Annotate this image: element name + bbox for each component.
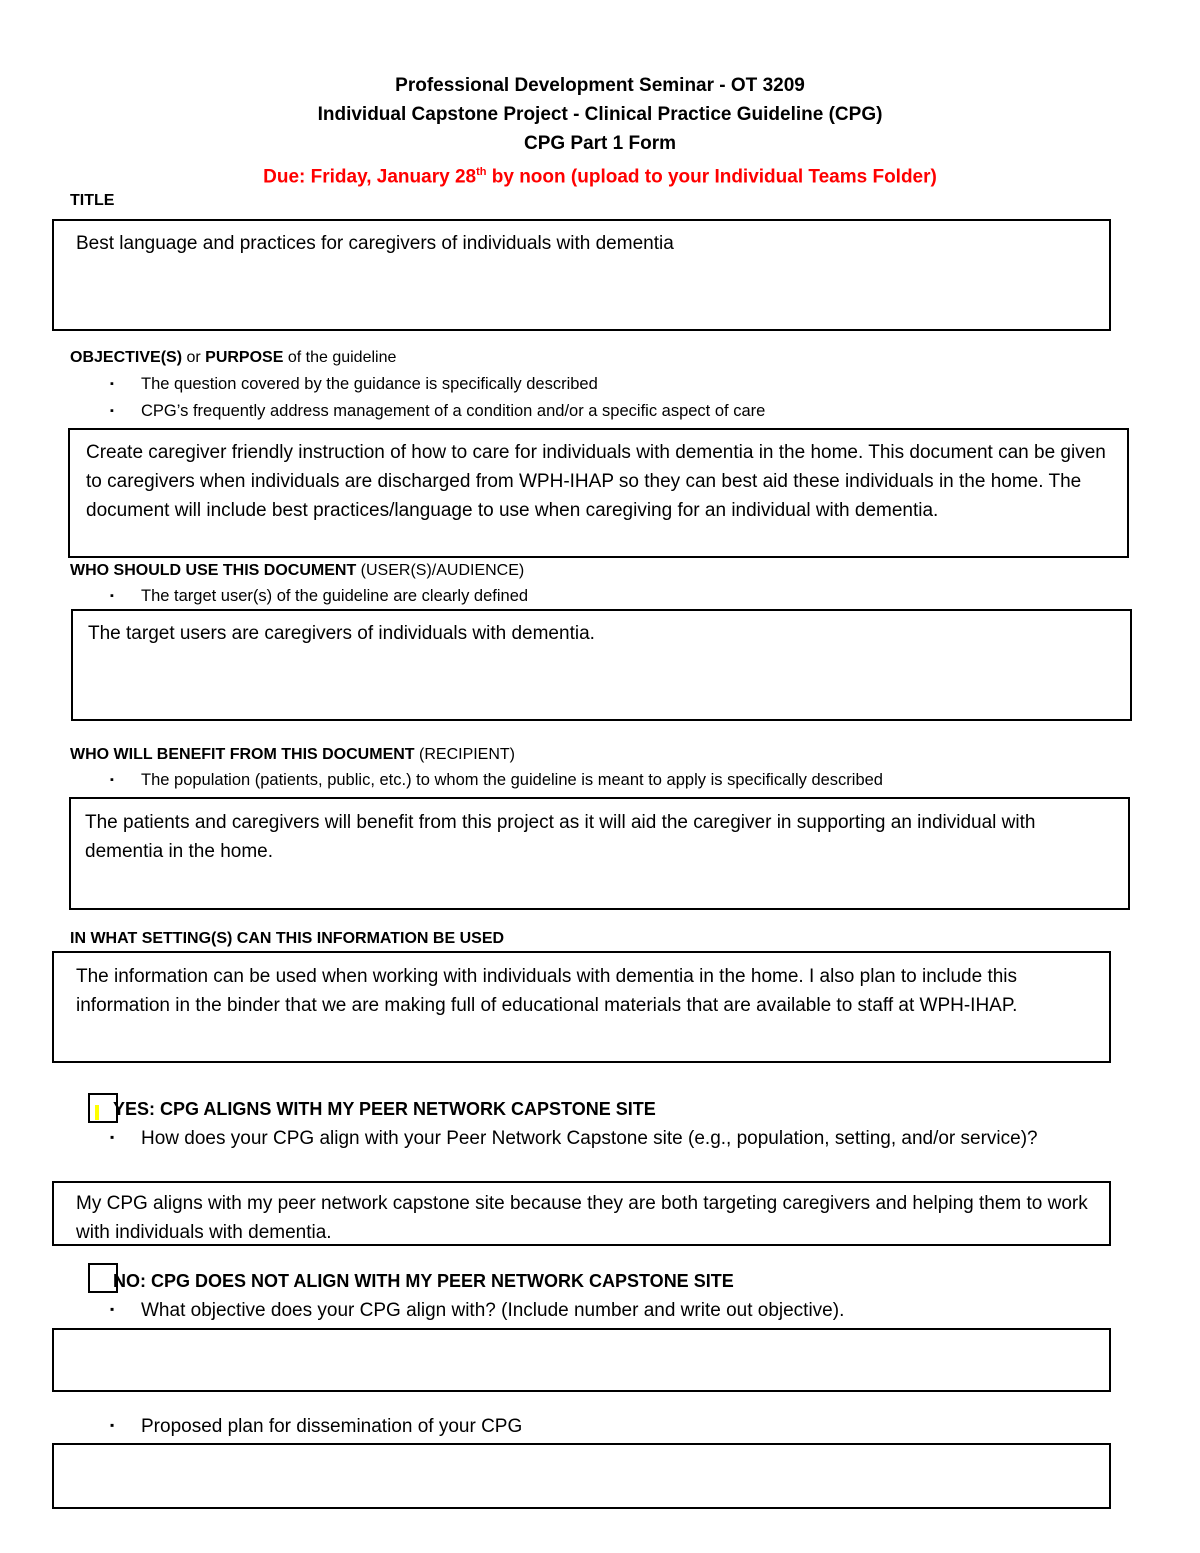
- yes-value: My CPG aligns with my peer network capstone site because they are both targeting caregivers and helping them to work with individuals with dementia.: [76, 1193, 1088, 1243]
- yes-label: YES: CPG ALIGNS WITH MY PEER NETWORK CAPSTONE SITE: [113, 1099, 656, 1119]
- users-label: [70, 560, 524, 582]
- course-title: Professional Development Seminar - OT 3209: [395, 75, 805, 96]
- benefit-label-rest: (RECIPIENT): [414, 746, 516, 763]
- bullet-icon: ▪: [110, 1302, 115, 1316]
- bullet-text: The population (patients, public, etc.) to whom the guideline is meant to apply is specifically described: [141, 771, 883, 789]
- yes-bullet: [110, 1123, 1121, 1153]
- benefit-box[interactable]: [69, 797, 1130, 910]
- check-mark-icon: [95, 1105, 99, 1120]
- objective-label-bold2: PURPOSE: [205, 349, 284, 366]
- bullet-text: The question covered by the guidance is specifically described: [141, 375, 598, 393]
- bullet-icon: ▪: [110, 774, 114, 786]
- due-sup: th: [476, 166, 487, 178]
- users-value: The target users are caregivers of individuals with dementia.: [88, 623, 595, 644]
- bullet-icon: ▪: [110, 405, 114, 417]
- no-box[interactable]: [52, 1328, 1111, 1392]
- bullet-icon: ▪: [110, 1418, 115, 1432]
- setting-label: IN WHAT SETTING(S) CAN THIS INFORMATION BE USED: [70, 930, 505, 947]
- bullet-icon: ▪: [110, 378, 114, 390]
- objective-label: [70, 347, 396, 369]
- setting-value: The information can be used when working with individuals with dementia in the home. I also plan to include this information in the binder that we are making full of educational materials that are available to staff at WPH-IHAP.: [76, 966, 1018, 1016]
- bullet-text: The target user(s) of the guideline are clearly defined: [141, 587, 529, 605]
- setting-box[interactable]: [52, 951, 1111, 1063]
- benefit-label-bold: WHO WILL BENEFIT FROM THIS DOCUMENT: [70, 746, 415, 763]
- bullet-icon: ▪: [110, 590, 114, 602]
- dissemination-bullet: [110, 1411, 1090, 1441]
- benefit-label: [70, 744, 515, 766]
- users-box[interactable]: [71, 609, 1132, 721]
- objective-box[interactable]: [68, 428, 1129, 558]
- no-bullet: [110, 1295, 1090, 1325]
- benefit-value: The patients and caregivers will benefit from this project as it will aid the caregiver in supporting an individual with dementia in the home.: [85, 812, 1036, 862]
- objective-bullet-2: [110, 398, 765, 424]
- bullet-icon: ▪: [110, 1130, 115, 1144]
- title-box[interactable]: [52, 219, 1111, 331]
- objective-label-bold1: OBJECTIVE(S): [70, 349, 183, 366]
- users-label-bold: WHO SHOULD USE THIS DOCUMENT: [70, 562, 357, 579]
- users-bullet: [110, 583, 528, 609]
- objective-bullet-1: [110, 371, 598, 397]
- bullet-text: How does your CPG align with your Peer Network Capstone site (e.g., population, setting, and/or service)?: [141, 1128, 1038, 1149]
- bullet-text: What objective does your CPG align with? (Include number and write out objective).: [141, 1300, 845, 1321]
- title-label: TITLE: [70, 192, 115, 209]
- no-label: NO: CPG DOES NOT ALIGN WITH MY PEER NETWORK CAPSTONE SITE: [113, 1271, 734, 1291]
- objective-label-mid: or: [182, 349, 206, 366]
- yes-box[interactable]: [52, 1181, 1111, 1246]
- objective-value: Create caregiver friendly instruction of how to care for individuals with dementia in the home. This document can be given to caregivers when individuals are discharged from WPH-IHAP so they can best aid these individuals in the home. The document will include best practices/language to use when caregiving for an individual with dementia.: [86, 442, 1106, 521]
- project-title: Individual Capstone Project - Clinical Practice Guideline (CPG): [317, 104, 883, 125]
- due-suffix: by noon (upload to your Individual Teams Folder): [486, 166, 937, 188]
- due-prefix: Due: Friday, January 28: [263, 166, 477, 188]
- bullet-text: Proposed plan for dissemination of your CPG: [141, 1416, 523, 1437]
- bullet-text: CPG’s frequently address management of a condition and/or a specific aspect of care: [141, 402, 766, 420]
- form-title: CPG Part 1 Form: [523, 133, 677, 154]
- benefit-bullet: [110, 767, 883, 793]
- due-date: [0, 158, 1200, 191]
- dissemination-box[interactable]: [52, 1443, 1111, 1509]
- objective-label-rest: of the guideline: [283, 349, 397, 366]
- no-value: [54, 1330, 1109, 1338]
- title-value: Best language and practices for caregivers of individuals with dementia: [76, 233, 674, 254]
- dissemination-value: [54, 1445, 1109, 1453]
- users-label-rest: (USER(S)/AUDIENCE): [356, 562, 525, 579]
